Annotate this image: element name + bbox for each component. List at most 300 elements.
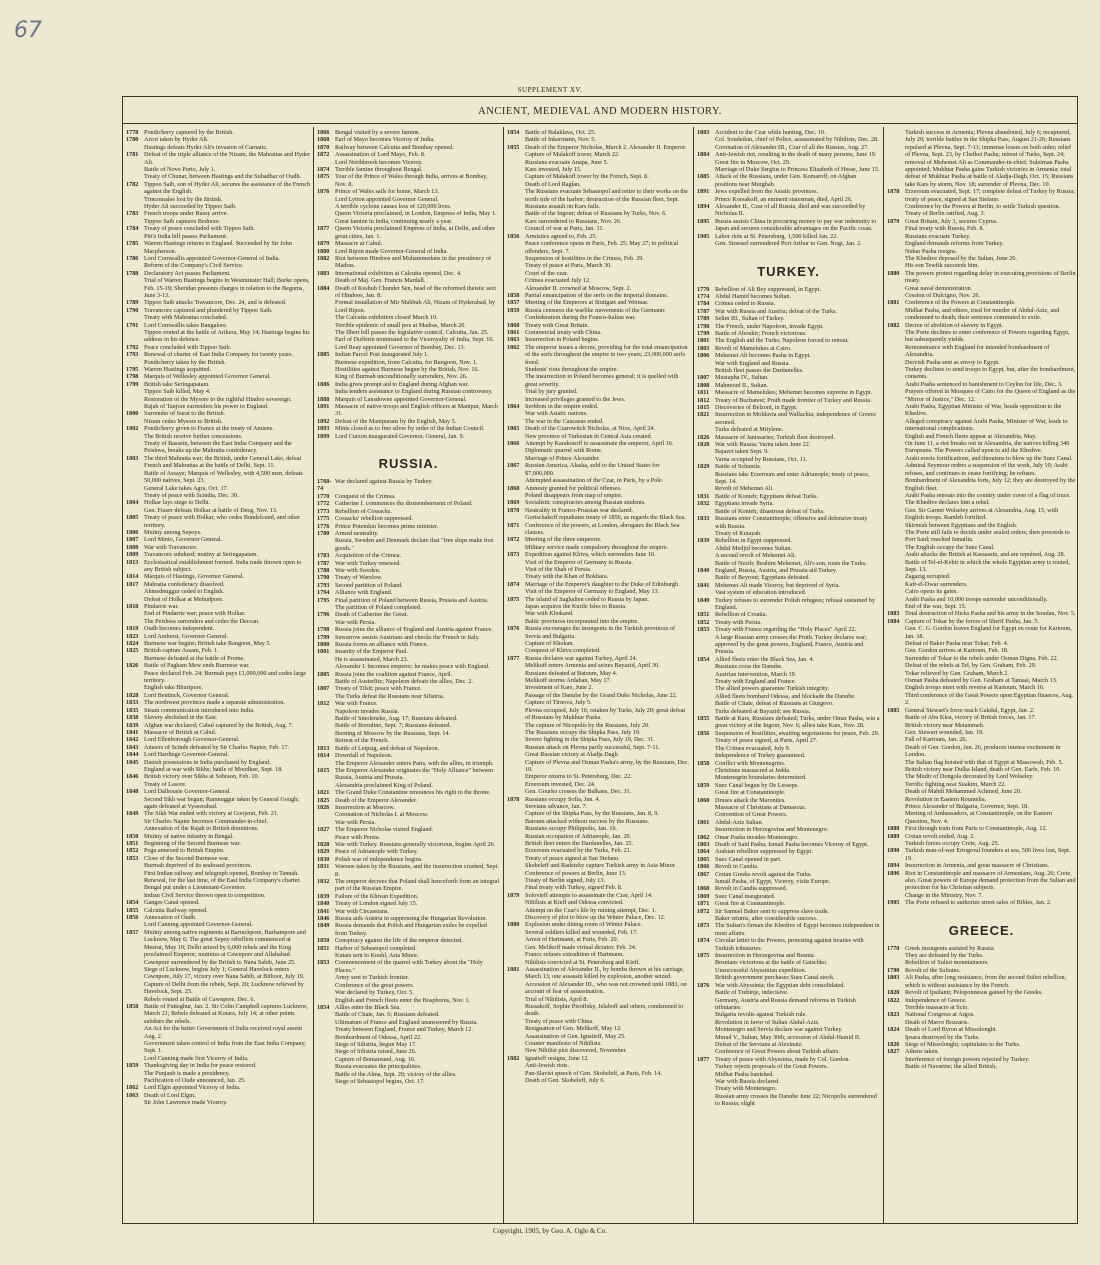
- entry-year: [507, 188, 525, 203]
- entry-text: Battle of Schumla.: [715, 463, 762, 471]
- timeline-entry: [317, 685, 500, 692]
- entry-text: Batoum attacked without success by the Russians.: [525, 817, 650, 825]
- entry-year: [697, 989, 715, 996]
- timeline-entry: [317, 144, 500, 151]
- entry-year: [317, 1011, 335, 1018]
- entry-year: [697, 1048, 715, 1055]
- entry-year: [126, 588, 144, 595]
- timeline-entry: [317, 188, 500, 195]
- timeline-entry: [887, 952, 1076, 959]
- entry-text: Massacre of Christians at Damascus.: [715, 803, 807, 811]
- timeline-entry: [507, 959, 690, 966]
- entry-year: [887, 262, 905, 269]
- entry-year: [126, 870, 144, 877]
- timeline-entry: [317, 1056, 500, 1063]
- timeline-entry: [126, 307, 310, 314]
- entry-text: Final treaty with Turkey, signed Feb. 8.: [525, 884, 623, 892]
- entry-year: [126, 233, 144, 240]
- entry-year: [317, 834, 335, 841]
- entry-text: The emperor decrees that Poland shall henceforth form an integral part of the Russian Empire.: [335, 878, 500, 893]
- timeline-entry: [697, 597, 880, 612]
- entry-year: 1851: [697, 611, 710, 619]
- entry-year: 1770: [887, 944, 900, 952]
- entry-year: [507, 210, 525, 217]
- entry-text: Sir Charles Napier becomes Commander-in-chief.: [144, 817, 269, 825]
- entry-text: Dervish Pasha sent as envoy to Egypt.: [905, 358, 1000, 366]
- timeline-entry: [126, 684, 310, 691]
- timeline-entry: [507, 1062, 690, 1069]
- entry-year: 1854: [697, 655, 710, 663]
- entry-year: 1807: [317, 685, 330, 693]
- entry-year: 1814: [126, 573, 139, 581]
- entry-text: War with Persia.: [335, 818, 376, 826]
- timeline-entry: [887, 218, 1076, 225]
- entry-text: Burmese expedition, from Calcutta, for Rangoon, Nov. 1.: [335, 358, 478, 366]
- timeline-entry: [887, 462, 1076, 477]
- entry-year: [126, 1099, 144, 1106]
- timeline-entry: [697, 360, 880, 367]
- entry-text: Battle of Citate, Jan. 6; Russians defeated.: [335, 1011, 440, 1019]
- timeline-entry: [697, 908, 880, 915]
- entry-year: 1882: [507, 1054, 520, 1062]
- timeline-entry: [126, 899, 310, 906]
- entry-text: Indian Parcel Post inaugurated July 1.: [335, 351, 429, 359]
- entry-text: Erzeroum evacuated, Sept. 17; complete defeat of Turkey by Russia; treaty of peace, signed at San Stefano.: [905, 188, 1075, 203]
- entry-year: [887, 329, 905, 344]
- timeline-entry: [697, 737, 880, 744]
- entry-text: Pondicherry taken by the British.: [144, 358, 226, 366]
- timeline-entry: [126, 670, 310, 685]
- entry-year: 1798: [317, 626, 330, 634]
- entry-year: 1845: [126, 758, 139, 766]
- entry-year: [126, 359, 144, 366]
- column-5: [883, 127, 1078, 1223]
- timeline-entry: [126, 699, 310, 706]
- timeline-entry: [507, 181, 690, 188]
- entry-year: [887, 655, 905, 662]
- timeline-entry: [317, 826, 500, 833]
- entry-text: Conference of Great Powers about Turkish affairs.: [715, 1048, 840, 1056]
- entry-year: [507, 847, 525, 854]
- entry-year: 1770: [697, 285, 710, 293]
- entry-year: 1882: [317, 254, 330, 262]
- entry-text: Peace declared Feb. 24; Burmah pays £1,000,000 and cedes large territory.: [144, 669, 307, 685]
- entry-year: 1788: [317, 566, 330, 574]
- entry-year: 1833: [697, 515, 710, 523]
- entry-year: [507, 433, 525, 440]
- entry-year: [887, 499, 905, 506]
- entry-text: Pindarrie war.: [144, 603, 179, 610]
- entry-year: 1884: [887, 617, 900, 625]
- entry-year: [126, 1040, 144, 1055]
- entry-year: [887, 766, 905, 773]
- entry-text: Third conference of the Great Powers upon Egyptian finances, Aug. 2.: [905, 691, 1074, 707]
- entry-year: 1854: [507, 129, 520, 136]
- timeline-entry: [697, 426, 880, 433]
- entry-text: Gen. C. G. Gordon leaves England for Egypt en route for Kartoum, Jan. 18.: [905, 625, 1072, 640]
- timeline-entry: [887, 248, 1076, 255]
- entry-text: End of the war, Sept. 15.: [905, 603, 967, 610]
- timeline-entry: [317, 715, 500, 722]
- timeline-entry: [126, 981, 310, 996]
- entry-text: Accident to the Czar while hunting, Dec. 10.: [715, 129, 826, 136]
- timeline-entry: [887, 736, 1076, 743]
- entry-text: Thanksgiving day in India for peace restored.: [144, 1062, 257, 1070]
- entry-year: 1829: [697, 463, 710, 471]
- entry-year: 1830: [317, 855, 330, 863]
- entry-text: Revolution in Eastern Roumelia.: [905, 795, 987, 803]
- timeline-entry: [126, 203, 310, 210]
- timeline-entry: [317, 329, 500, 336]
- timeline-entry: [507, 485, 690, 492]
- entry-text: Tokar relieved by Gen. Graham, March 2.: [905, 669, 1009, 677]
- timeline-entry: [317, 700, 500, 707]
- entry-text: Servians advance, Jan. 7.: [525, 802, 588, 810]
- timeline-entry: [887, 967, 1076, 974]
- entry-text: A large Russian army crosses the Pruth. Turkey declares war; approved by the great powers, England, France, Austria and Prussia.: [715, 633, 867, 656]
- timeline-entry: [317, 574, 500, 581]
- entry-text: Treaty with the Khan of Bokhara.: [525, 573, 609, 581]
- timeline-entry: [507, 425, 690, 432]
- timeline-entry: [317, 270, 500, 277]
- entry-text: Admiral Seymour orders a suspension of the work, July 10; Arabi refuses, and continues to cease fortifying; he refuses.: [905, 462, 1068, 477]
- entry-text: Surrender of Surat to the British.: [144, 410, 226, 418]
- timeline-entry: [126, 366, 310, 373]
- entry-text: Pondicherry given to France at the treaty of Amiens.: [144, 425, 274, 433]
- entry-text: Suspension of hostilities, awaiting negotiations for peace, Feb. 29.: [715, 729, 880, 737]
- entry-year: [697, 811, 715, 818]
- entry-text: Increased privileges granted to the Jews.: [525, 395, 626, 403]
- entry-year: [697, 1034, 715, 1041]
- entry-text: Meeting of the three emperors.: [525, 536, 602, 544]
- entry-text: Warren Hastings acquitted.: [144, 366, 212, 373]
- entry-text: Varna occupied by Russians, Oct. 11.: [715, 455, 808, 463]
- entry-year: [887, 759, 905, 766]
- entry-year: 1831: [317, 863, 330, 871]
- timeline-entry: [126, 840, 310, 847]
- entry-text: Druses attack the Maronites.: [715, 796, 786, 804]
- entry-year: 1775: [317, 515, 330, 523]
- timeline-entry: [697, 915, 880, 922]
- timeline-entry: [317, 611, 500, 618]
- entry-year: 1805: [126, 514, 139, 522]
- timeline-entry: [126, 410, 310, 417]
- timeline-entry: [317, 708, 500, 715]
- timeline-entry: [317, 560, 500, 567]
- entry-text: India tenders assistance to England during Russian controversy.: [335, 388, 493, 396]
- timeline-entry: [507, 788, 690, 795]
- entry-year: [126, 329, 144, 344]
- timeline-entry: [887, 559, 1076, 574]
- timeline-entry: [887, 840, 1076, 847]
- timeline-entry: [317, 381, 500, 388]
- entry-text: Arabi attacks the British at Kassassin, and are repulsed, Aug. 28.: [905, 551, 1066, 559]
- entry-year: [507, 1025, 525, 1032]
- entry-year: [507, 166, 525, 173]
- timeline-entry: [126, 277, 310, 299]
- timeline-entry: [697, 959, 880, 966]
- timeline-entry: [697, 240, 880, 247]
- section-heading: GREECE.: [948, 922, 1015, 938]
- entry-text: War with Russia and Austria; defeat of the Turks.: [715, 307, 838, 315]
- entry-text: Battle at Kars, Russians defeated; Turks, under Omar Pasha, win a great victory at the Ingour, Nov. 6; allies take Kars, Nov. 28.: [715, 715, 880, 730]
- entry-year: 1781: [126, 151, 139, 159]
- entry-year: [887, 744, 905, 759]
- entry-text: Insanity of the Emperor Paul.: [335, 648, 409, 656]
- entry-text: His son Tewfik succeeds him.: [905, 262, 979, 270]
- entry-year: [697, 752, 715, 759]
- entry-year: 1870: [317, 143, 330, 151]
- timeline-entry: [507, 522, 690, 537]
- timeline-entry: [317, 922, 500, 937]
- entry-text: Battle of Austerlitz; Napoleon defeats the allies, Dec. 2.: [335, 678, 473, 686]
- timeline-entry: [126, 1092, 310, 1099]
- timeline-entry: [126, 929, 310, 959]
- entry-year: [887, 529, 905, 544]
- entry-text: Burmah deprived of its seaboard provinces.: [144, 862, 252, 870]
- timeline-entry: [317, 789, 500, 796]
- entry-text: The Ilbert bill passes the legislative council, Calcutta, Jan. 25.: [335, 328, 489, 336]
- timeline-entry: [887, 292, 1076, 299]
- entry-year: [507, 418, 525, 425]
- entry-text: Omar Pasha invades Montenegro.: [715, 833, 799, 841]
- entry-text: Erzeroum invested, Dec. 24.: [525, 780, 596, 788]
- entry-year: [507, 914, 525, 921]
- entry-year: [887, 588, 905, 595]
- entry-year: 1864: [697, 848, 710, 856]
- entry-year: 1876: [697, 981, 710, 989]
- timeline-entry: [507, 914, 690, 921]
- entry-text: Allied fleets bombard Odessa, and blockade the Danube.: [715, 692, 856, 700]
- entry-year: 1828: [317, 840, 330, 848]
- timeline-entry: [507, 322, 690, 329]
- entry-year: 1790: [126, 306, 139, 314]
- timeline-entry: [507, 847, 690, 854]
- entry-year: 1868: [317, 136, 330, 144]
- entry-year: [697, 678, 715, 685]
- timeline-entry: [507, 803, 690, 810]
- entry-year: [887, 292, 905, 299]
- entry-year: [697, 693, 715, 700]
- entry-year: [507, 566, 525, 573]
- timeline-entry: [697, 826, 880, 833]
- timeline-entry: [697, 974, 880, 981]
- entry-year: 1800: [317, 641, 330, 648]
- entry-year: [887, 307, 905, 322]
- timeline-entry: [126, 921, 310, 928]
- timeline-entry: [697, 337, 880, 344]
- entry-year: [507, 677, 525, 684]
- timeline-entry: [126, 388, 310, 395]
- entry-year: [317, 782, 335, 789]
- timeline-entry: [887, 625, 1076, 640]
- entry-year: 1879: [887, 217, 900, 225]
- entry-year: [507, 818, 525, 825]
- entry-text: The Porte declines to enter conference of Powers regarding Egypt, but subsequently yields.: [905, 328, 1070, 344]
- timeline-entry: [317, 671, 500, 678]
- entry-text: Neutrality in Franco-Prussian war declared.: [525, 506, 634, 514]
- timeline-entry: [317, 425, 500, 432]
- timeline-entry: [126, 781, 310, 788]
- entry-text: Battle of Abu Klea, victory of British forces, Jan. 17.: [905, 714, 1037, 722]
- entry-year: [317, 1034, 335, 1041]
- entry-text: King of Burmah unconditionally surrenders, Nov. 26.: [335, 373, 468, 381]
- entry-text: Bombardment of Alexandria forts, July 12; they are destroyed by the English fleet.: [905, 477, 1076, 492]
- entry-text: Passage of the Danube by the Grand Duke Nicholas, June 22.: [525, 691, 678, 699]
- page-title: ANCIENT, MEDIEVAL AND MODERN HISTORY.: [478, 106, 722, 117]
- entry-text: They are defeated by the Turks.: [905, 952, 984, 960]
- entry-text: Meeting of Ambassadors, at Constantinople, on the Eastern Question, Nov. 4.: [905, 810, 1052, 825]
- timeline-entry: [697, 871, 880, 878]
- entry-text: Murad V., Sultan, May 30th; accession of Abdul-Hamid II.: [715, 1033, 861, 1041]
- entry-text: Death of Keshub Chunder Sen, head of the reformed theistic sect of Hindoos, Jan. 8.: [335, 284, 496, 299]
- timeline-entry: [887, 722, 1076, 729]
- entry-year: 1863: [507, 336, 520, 344]
- entry-year: [507, 1003, 525, 1018]
- entry-text: Assassination of Gen. Ignatieff, May 25.: [525, 1032, 626, 1040]
- entry-year: 1840: [317, 900, 330, 908]
- entry-text: Lord Canning appointed Governor-General.: [144, 921, 253, 929]
- entry-text: The Sikh War ended with victory at Goojerat, Feb. 21.: [144, 810, 279, 818]
- timeline-entry: [887, 989, 1076, 996]
- timeline-entry: [126, 329, 310, 344]
- timeline-entry: [697, 1048, 880, 1055]
- entry-year: [126, 655, 144, 662]
- entry-text: War with Asiatic nations.: [525, 410, 588, 418]
- entry-text: Pacification of Oude announced, Jan. 25.: [144, 1077, 246, 1084]
- entry-text: Cession of Dulcigno, Nov. 26.: [905, 291, 981, 299]
- entry-year: [887, 440, 905, 455]
- entry-year: 1872: [697, 907, 710, 915]
- entry-text: Oudh becomes independent.: [144, 625, 215, 633]
- entry-year: [507, 151, 525, 158]
- timeline-entry: [317, 493, 500, 500]
- timeline-entry: [697, 730, 880, 737]
- entry-year: [317, 715, 335, 722]
- entry-year: [317, 1026, 335, 1033]
- timeline-entry: [507, 707, 690, 722]
- entry-year: [887, 603, 905, 610]
- timeline-entry: [317, 159, 500, 166]
- timeline-entry: [126, 262, 310, 269]
- entry-text: Renewal of charter of East India Company for twenty years.: [144, 351, 294, 359]
- entry-year: [887, 433, 905, 440]
- entry-year: 1809: [126, 551, 139, 559]
- timeline-entry: [507, 1055, 690, 1062]
- entry-text: Peace with Persia.: [335, 833, 381, 841]
- entry-year: [507, 203, 525, 210]
- entry-text: Treaty with Montenegro.: [715, 1085, 777, 1093]
- entry-year: 1853: [317, 959, 330, 967]
- entry-year: 1825: [317, 796, 330, 804]
- timeline-entry: [507, 403, 690, 410]
- timeline-entry: [887, 307, 1076, 322]
- entry-text: Death of Gen. Gordon, Jan. 26, produces intense excitement in London.: [905, 743, 1061, 759]
- timeline-entry: [507, 344, 690, 366]
- entry-text: Defeat of the triple alliance of the Nizam, the Mahrattas and Hyder Ali.: [144, 151, 310, 166]
- entry-year: 1846: [126, 773, 139, 781]
- timeline-entry: [697, 293, 880, 300]
- entry-text: Visit of the Emperor of Germany to Russia.: [525, 558, 633, 566]
- timeline-entry: [887, 455, 1076, 462]
- entry-year: [507, 899, 525, 906]
- timeline-entry: [317, 508, 500, 515]
- entry-text: Insurrection in Armenia, and great massacre of Christians.: [905, 862, 1050, 870]
- entry-text: Battle of Konieh; Egyptians defeat Turks.: [715, 492, 819, 500]
- entry-text: Turkey rejects proposals of the Great Powers.: [715, 1063, 829, 1071]
- entry-year: [317, 1063, 335, 1070]
- timeline-entry: [887, 344, 1076, 359]
- entry-year: 1823: [126, 632, 139, 640]
- entry-year: 1864: [507, 403, 520, 411]
- timeline-entry: [697, 300, 880, 307]
- column-3: [503, 127, 693, 1223]
- entry-year: 1854: [126, 899, 139, 907]
- timeline-entry: [887, 381, 1076, 388]
- timeline-entry: [507, 366, 690, 373]
- entry-text: Rebels routed at Battle of Cawnpore, Dec. 6.: [144, 995, 255, 1003]
- entry-year: [887, 418, 905, 433]
- entry-text: Nihilists convicted at St. Petersburg and Kieff.: [525, 958, 641, 966]
- entry-year: 1850: [126, 832, 139, 840]
- timeline-entry: [507, 307, 690, 322]
- entry-text: Treaty with Great Britain.: [525, 321, 590, 329]
- entry-year: [126, 670, 144, 685]
- entry-year: [507, 455, 525, 462]
- timeline-entry: [887, 522, 1076, 529]
- entry-year: [507, 707, 525, 722]
- entry-year: [887, 662, 905, 669]
- timeline-entry: [317, 530, 500, 537]
- entry-year: [697, 1019, 715, 1026]
- timeline-entry: [887, 270, 1076, 285]
- timeline-entry: [317, 359, 500, 366]
- timeline-entry: [507, 292, 690, 299]
- entry-text: Lord Lytton appointed Governor General.: [335, 195, 439, 203]
- timeline-entry: [697, 1071, 880, 1078]
- timeline-entry: [507, 884, 690, 891]
- entry-text: Montenegro and Servia declare war against Turkey.: [715, 1026, 843, 1034]
- timeline-entry: [317, 567, 500, 574]
- timeline-entry: [507, 1040, 690, 1047]
- entry-text: Lord Hardinge Governor-General.: [144, 751, 229, 759]
- entry-text: Bulgaria revolts against Turkish rule.: [715, 1011, 807, 1019]
- timeline-entry: [126, 870, 310, 877]
- timeline-entry: [507, 966, 690, 981]
- entry-year: 1877: [507, 654, 520, 662]
- timeline-entry: [126, 166, 310, 173]
- timeline-entry: [507, 299, 690, 306]
- timeline-entry: [126, 729, 310, 736]
- entry-year: [317, 604, 335, 611]
- entry-text: General Lake takes Agra, Oct. 17.: [144, 484, 229, 492]
- entry-text: England, Russia, Austria, and Prussia aid Turkey.: [715, 566, 837, 574]
- entry-text: Battle of Beyrout; Egyptians defeated.: [715, 574, 811, 582]
- timeline-entry: [317, 537, 500, 552]
- timeline-entry: [507, 544, 690, 551]
- entry-year: [697, 530, 715, 537]
- entry-year: 1793: [317, 581, 330, 589]
- timeline-entry: [887, 1063, 1076, 1070]
- entry-year: 1803: [887, 974, 900, 982]
- entry-year: 1891: [697, 188, 710, 196]
- timeline-entry: [317, 589, 500, 596]
- timeline-entry: [317, 136, 500, 143]
- timeline-entry: [697, 1085, 880, 1092]
- entry-year: 1806: [126, 528, 139, 536]
- timeline-entry: [697, 315, 880, 322]
- entry-text: Revolution in favor of Sultan Abdul-Aziz.: [715, 1018, 820, 1026]
